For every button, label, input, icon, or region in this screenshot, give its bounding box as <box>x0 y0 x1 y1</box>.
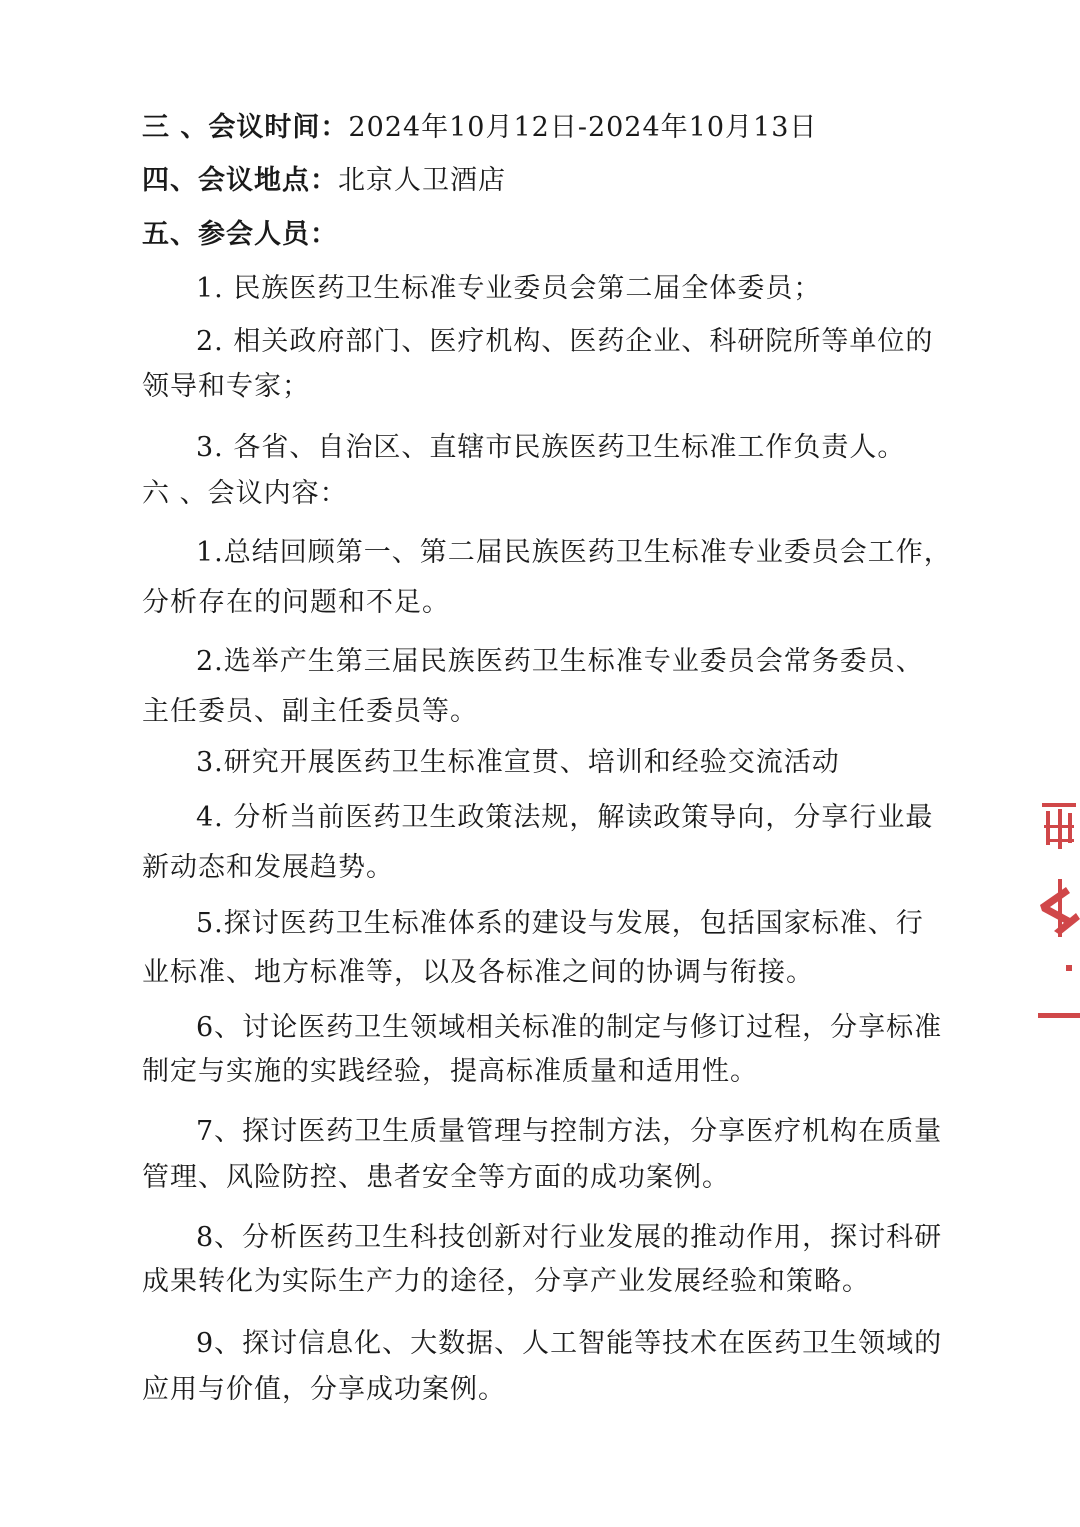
content-item-2-cont: 主任委员、副主任委员等。 <box>142 696 478 727</box>
meeting-place-line <box>142 163 506 199</box>
meeting-time-label: 三 、会议时间： <box>142 112 349 143</box>
participant-item-2-cont: 领导和专家； <box>142 371 310 402</box>
content-item-4-cont: 新动态和发展趋势。 <box>142 852 394 883</box>
content-item-5: 5.探讨医药卫生标准体系的建设与发展，包括国家标准、行 <box>196 908 924 939</box>
meeting-place-value: 北京人卫酒店 <box>338 165 506 196</box>
content-item-8: 8、分析医药卫生科技创新对行业发展的推动作用，探讨科研 <box>196 1222 943 1253</box>
content-item-2: 2.选举产生第三届民族医药卫生标准专业委员会常务委员、 <box>196 646 924 677</box>
content-item-7-cont: 管理、风险防控、患者安全等方面的成功案例。 <box>142 1162 730 1193</box>
content-item-1: 1.总结回顾第一、第二届民族医药卫生标准专业委员会工作， <box>196 537 952 568</box>
content-item-1-cont: 分析存在的问题和不足。 <box>142 587 450 618</box>
meeting-place-label: 四、会议地点： <box>142 165 338 196</box>
participants-heading: 五、参会人员： <box>142 219 338 250</box>
content-item-6: 6、讨论医药卫生领域相关标准的制定与修订过程，分享标准 <box>196 1012 943 1043</box>
content-item-9: 9、探讨信息化、大数据、人工智能等技术在医药卫生领域的 <box>196 1328 943 1359</box>
content-item-3: 3.研究开展医药卫生标准宣贯、培训和经验交流活动 <box>196 747 840 778</box>
meeting-time-line <box>142 110 817 146</box>
content-heading: 六 、会议内容： <box>142 478 348 509</box>
content-item-9-cont: 应用与价值，分享成功案例。 <box>142 1374 506 1405</box>
participant-item-2: 2. 相关政府部门、医疗机构、医药企业、科研院所等单位的 <box>196 326 934 357</box>
participant-item-3: 3. 各省、自治区、直辖市民族医药卫生标准工作负责人。 <box>196 432 906 463</box>
content-item-6-cont: 制定与实施的实践经验，提高标准质量和适用性。 <box>142 1056 758 1087</box>
content-item-7: 7、探讨医药卫生质量管理与控制方法，分享医疗机构在质量 <box>196 1116 943 1147</box>
content-item-5-cont: 业标准、地方标准等，以及各标准之间的协调与衔接。 <box>142 957 814 988</box>
participant-item-1: 1. 民族医药卫生标准专业委员会第二届全体委员； <box>196 273 822 304</box>
seal-stamp-icon <box>1036 795 1080 1035</box>
content-item-4: 4. 分析当前医药卫生政策法规，解读政策导向，分享行业最 <box>196 802 934 833</box>
content-item-8-cont: 成果转化为实际生产力的途径，分享产业发展经验和策略。 <box>142 1266 870 1297</box>
meeting-time-value: 2024年10月12日-2024年10月13日 <box>348 112 818 143</box>
